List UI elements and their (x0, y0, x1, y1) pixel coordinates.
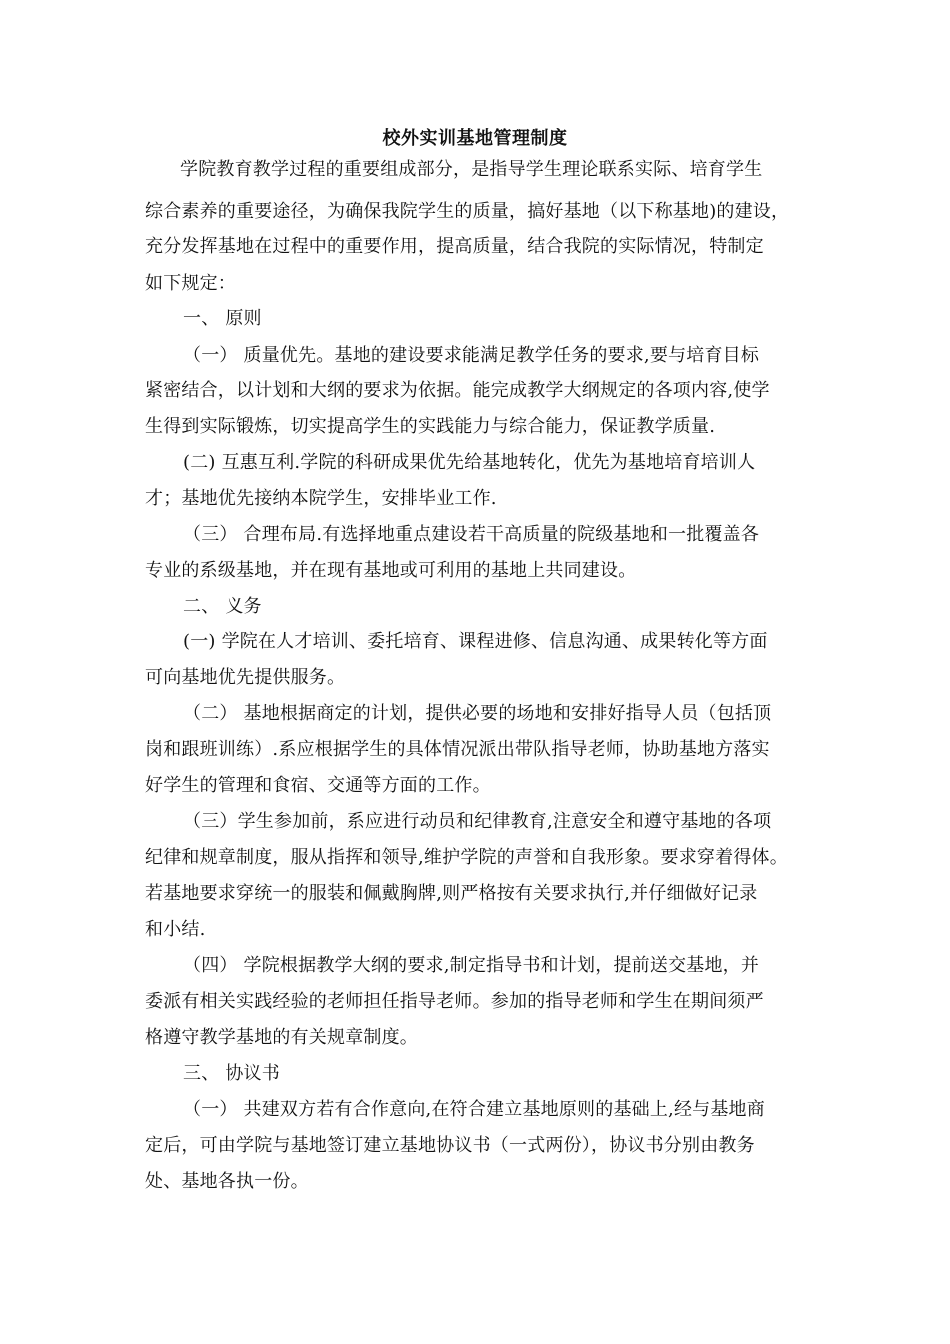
text-line: （三）学生参加前，系应进行动员和纪律教育,注意安全和遵守基地的各项 (183, 811, 772, 832)
text-line: 格遵守教学基地的有关规章制度。 (145, 1027, 418, 1048)
text-line: 纪律和规章制度，服从指挥和领导,维护学院的声誉和自我形象。要求穿着得体。 (145, 847, 788, 868)
text-line: 综合素养的重要途径，为确保我院学生的质量，搞好基地（以下称基地)的建设， (145, 201, 790, 222)
text-line: （一） 质量优先。基地的建设要求能满足教学任务的要求,要与培育目标 (183, 345, 760, 366)
text-line: 好学生的管理和食宿、交通等方面的工作。 (145, 775, 491, 796)
text-line: 紧密结合，以计划和大纲的要求为依据。能完成教学大纲规定的各项内容,使学 (145, 380, 770, 401)
text-line: 充分发挥基地在过程中的重要作用，提高质量，结合我院的实际情况，特制定 (145, 236, 764, 257)
section-heading: 一、 原则 (183, 308, 262, 329)
text-line: 才；基地优先接纳本院学生，安排毕业工作. (145, 488, 497, 509)
text-line: 和小结. (145, 919, 206, 940)
section-heading: 二、 义务 (183, 596, 262, 617)
text-line: 处、基地各执一份。 (145, 1171, 309, 1192)
text-line: 委派有相关实践经验的老师担任指导老师。参加的指导老师和学生在期间须严 (145, 991, 764, 1012)
text-line: 专业的系级基地，并在现有基地或可利用的基地上共同建设。 (145, 560, 637, 581)
text-line: 生得到实际锻炼，切实提高学生的实践能力与综合能力，保证教学质量. (145, 416, 716, 437)
text-line: 学院教育教学过程的重要组成部分，是指导学生理论联系实际、培育学生 (180, 159, 763, 180)
text-line: 若基地要求穿统一的服装和佩戴胸牌,则严格按有关要求执行,并仔细做好记录 (145, 883, 758, 904)
text-line: (二) 互惠互利.学院的科研成果优先给基地转化，优先为基地培育培训人 (183, 452, 756, 473)
text-line: 岗和跟班训练）.系应根据学生的具体情况派出带队指导老师，协助基地方落实 (145, 739, 770, 760)
text-line: 如下规定： (145, 273, 236, 294)
section-heading: 三、 协议书 (183, 1063, 280, 1084)
text-line: 可向基地优先提供服务。 (145, 667, 346, 688)
text-line: （三） 合理布局.有选择地重点建设若干高质量的院级基地和一批覆盖各 (183, 524, 760, 545)
text-line: (一) 学院在人才培训、委托培育、课程进修、信息沟通、成果转化等方面 (183, 631, 768, 652)
text-line: （二） 基地根据商定的计划，提供必要的场地和安排好指导人员（包括顶 (183, 703, 772, 724)
document-title: 校外实训基地管理制度 (382, 128, 568, 149)
text-line: 定后，可由学院与基地签订建立基地协议书（一式两份），协议书分别由教务 (145, 1135, 755, 1156)
text-line: （四） 学院根据教学大纲的要求,制定指导书和计划，提前送交基地，并 (183, 955, 760, 976)
text-line: （一） 共建双方若有合作意向,在符合建立基地原则的基础上,经与基地商 (183, 1099, 765, 1120)
